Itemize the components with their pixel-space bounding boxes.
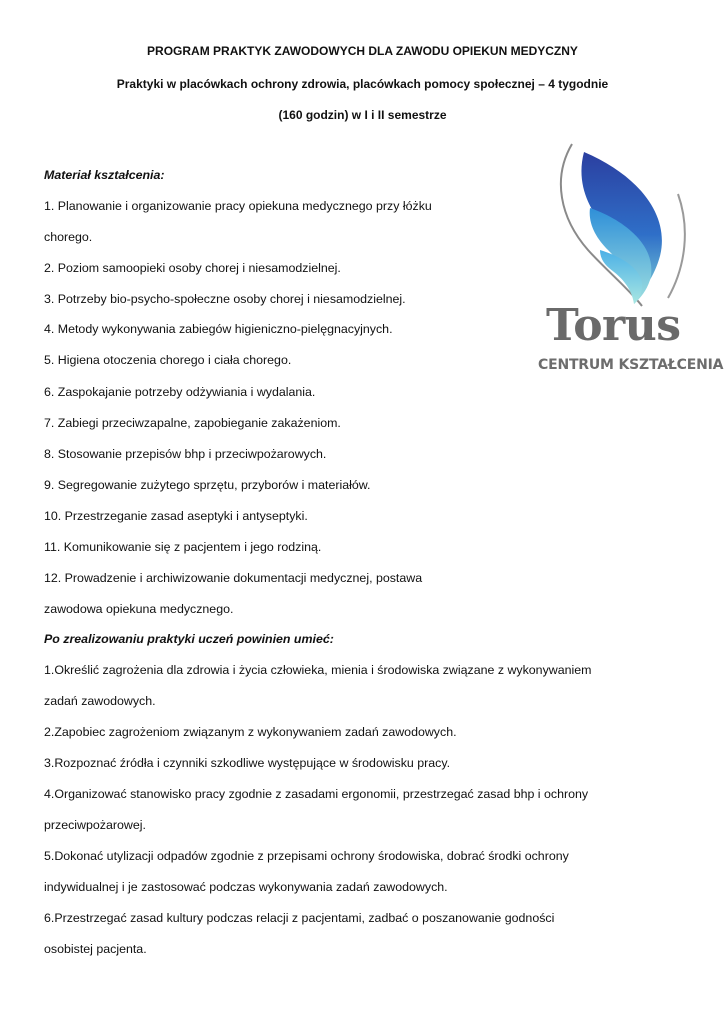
material-line: 11. Komunikowanie się z pacjentem i jego rodziną. — [44, 540, 322, 554]
outcome-line: przeciwpożarowej. — [44, 818, 146, 832]
torus-logo — [530, 138, 724, 378]
material-line: 10. Przestrzeganie zasad aseptyki i antyseptyki. — [44, 509, 308, 523]
material-line: 3. Potrzeby bio-psycho-społeczne osoby chorej i niesamodzielnej. — [44, 292, 406, 306]
logo-wordmark: Torus — [546, 300, 681, 351]
outcome-line: zadań zawodowych. — [44, 694, 156, 708]
material-line: zawodowa opiekuna medycznego. — [44, 602, 234, 616]
material-line: chorego. — [44, 230, 93, 244]
material-line: 6. Zaspokajanie potrzeby odżywiania i wydalania. — [44, 385, 316, 399]
outcome-line: 2.Zapobiec zagrożeniom związanym z wykonywaniem zadań zawodowych. — [44, 725, 457, 739]
logo-subtitle: CENTRUM KSZTAŁCENIA — [538, 357, 724, 373]
document-title: PROGRAM PRAKTYK ZAWODOWYCH DLA ZAWODU OPIEKUN MEDYCZNY — [147, 44, 578, 58]
material-line: 1. Planowanie i organizowanie pracy opiekuna medycznego przy łóżku — [44, 199, 432, 213]
flame-icon — [530, 138, 700, 308]
section-heading-outcomes: Po zrealizowaniu praktyki uczeń powinien umieć: — [44, 632, 334, 646]
material-line: 9. Segregowanie zużytego sprzętu, przyborów i materiałów. — [44, 478, 371, 492]
material-line: 4. Metody wykonywania zabiegów higieniczno-pielęgnacyjnych. — [44, 322, 393, 336]
outcome-line: indywidualnej i je zastosować podczas wykonywania zadań zawodowych. — [44, 880, 448, 894]
material-line: 2. Poziom samoopieki osoby chorej i niesamodzielnej. — [44, 261, 341, 275]
document-subtitle-line-1: Praktyki w placówkach ochrony zdrowia, placówkach pomocy społecznej – 4 tygodnie — [116, 77, 609, 91]
material-line: 7. Zabiegi przeciwzapalne, zapobieganie zakażeniom. — [44, 416, 341, 430]
material-line: 5. Higiena otoczenia chorego i ciała chorego. — [44, 353, 292, 367]
material-line: 8. Stosowanie przepisów bhp i przeciwpożarowych. — [44, 447, 327, 461]
outcome-line: 3.Rozpoznać źródła i czynniki szkodliwe występujące w środowisku pracy. — [44, 756, 451, 770]
outcome-line: osobistej pacjenta. — [44, 942, 147, 956]
outcome-line: 5.Dokonać utylizacji odpadów zgodnie z przepisami ochrony środowiska, dobrać środki ochrony — [44, 849, 569, 863]
outcome-line: 4.Organizować stanowisko pracy zgodnie z zasadami ergonomii, przestrzegać zasad bhp i ochrony — [44, 787, 589, 801]
section-heading-material: Materiał kształcenia: — [44, 168, 165, 182]
outcome-line: 1.Określić zagrożenia dla zdrowia i życia człowieka, mienia i środowiska związane z wykonywaniem — [44, 663, 592, 677]
outcome-line: 6.Przestrzegać zasad kultury podczas relacji z pacjentami, zadbać o poszanowanie godności — [44, 911, 555, 925]
material-line: 12. Prowadzenie i archiwizowanie dokumentacji medycznej, postawa — [44, 571, 423, 585]
document-subtitle-line-2: (160 godzin) w I i II semestrze — [278, 108, 447, 122]
